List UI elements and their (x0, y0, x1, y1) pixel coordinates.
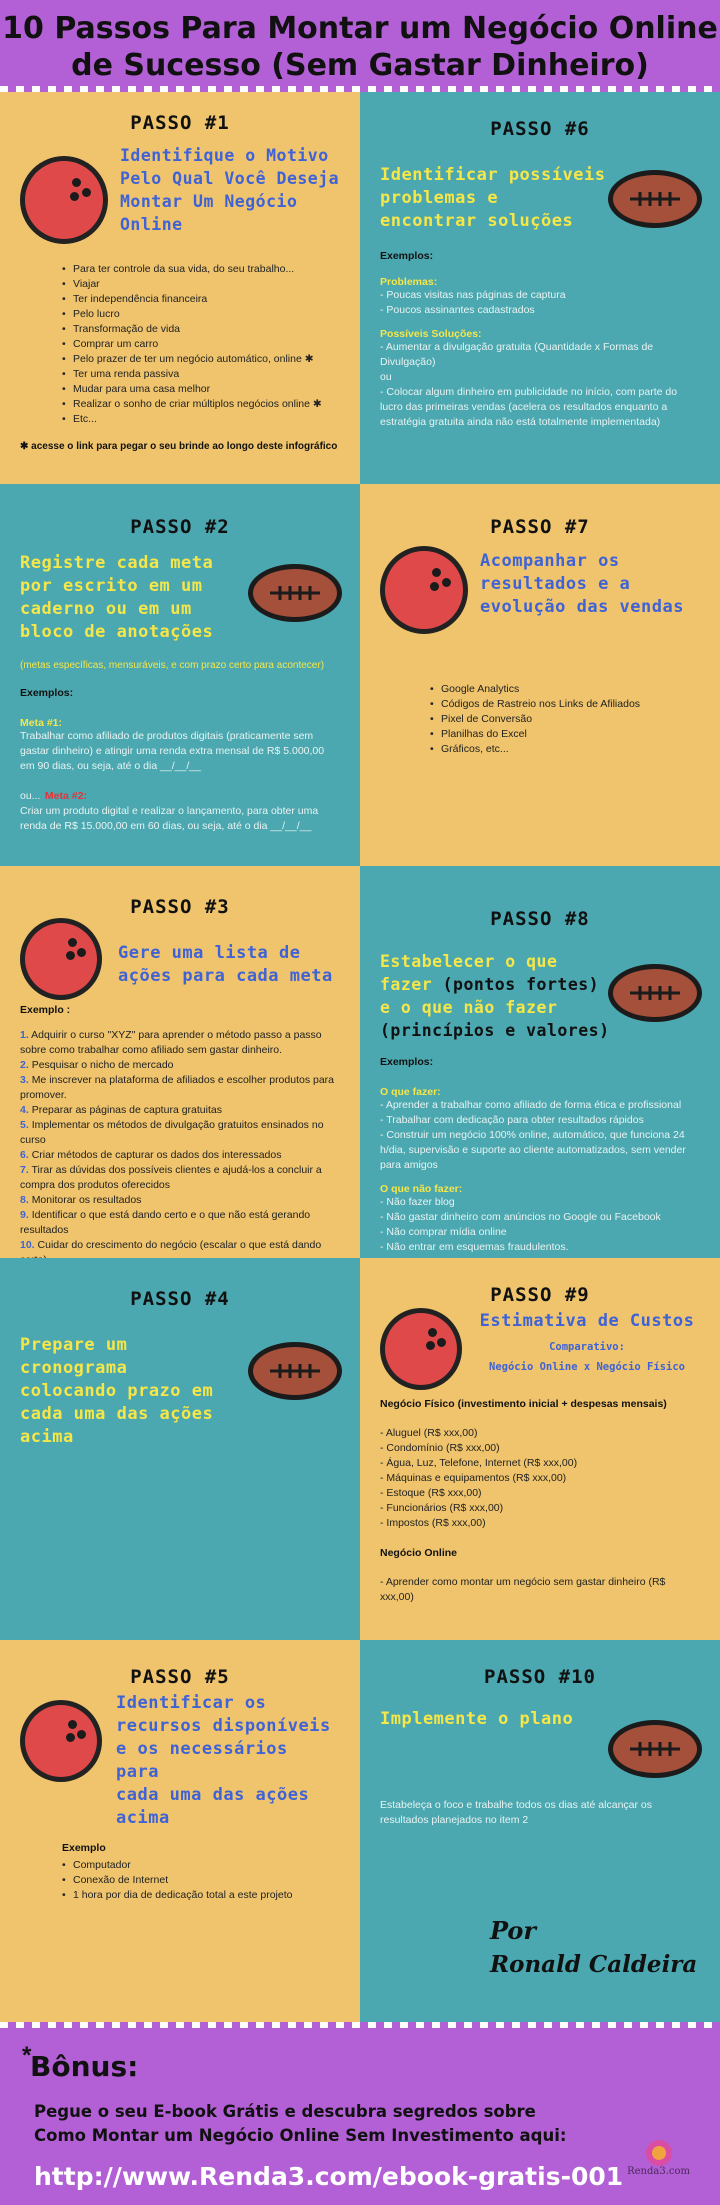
online-label: Negócio Online (380, 1547, 458, 1559)
passo-5-exemplo: Exemplo (62, 1842, 106, 1854)
passo-4-card (0, 1258, 360, 1640)
list-item: 1. Adquirir o curso "XYZ" para aprender o método passo a passo sobre como trabalhar como afiliado sem gastar dinheiro. (20, 1029, 322, 1056)
bowling-ball-icon (380, 546, 468, 634)
comparativo-text: Negócio Online x Negócio Físico (489, 1361, 685, 1373)
passo-6-exemplos: Exemplos: (380, 250, 434, 262)
fazer-item: - Aprender a trabalhar como afiliado de forma ética e profissional (380, 1099, 682, 1111)
list-item: • Pixel de Conversão (430, 712, 700, 727)
nao-fazer-label: O que não fazer: (380, 1183, 463, 1195)
bonus-star: * (22, 2042, 32, 2069)
list-item: • Ter uma renda passiva (62, 367, 340, 382)
passo-10-label: PASSO #10 (484, 1666, 596, 1688)
list-item: • Ter independência financeira (62, 292, 340, 307)
list-item: • Conexão de Internet (62, 1873, 340, 1888)
passo-9-title: Estimativa de Custos (479, 1311, 695, 1331)
list-item: • Pelo lucro (62, 307, 340, 322)
meta-2-label: Meta #2: (44, 790, 87, 802)
passo-7-list (430, 682, 700, 757)
football-icon (606, 1718, 704, 1780)
passo-6-solucoes-label: Possíveis Soluções: (380, 328, 482, 340)
passo-3-exemplo: Exemplo : (20, 1004, 71, 1016)
list-item: • Planilhas do Excel (430, 727, 700, 742)
fazer-label: O que fazer: (380, 1086, 441, 1098)
bowling-ball-icon (20, 1700, 102, 1782)
passo-4-label: PASSO #4 (130, 1288, 230, 1310)
list-item: 2. Pesquisar o nicho de mercado (20, 1059, 174, 1071)
title-line-2: de Sucesso (Sem Gastar Dinheiro) (71, 48, 649, 83)
passo-5-label: PASSO #5 (130, 1666, 230, 1688)
list-item: • Mudar para uma casa melhor (62, 382, 340, 397)
list-item: • Para ter controle da sua vida, do seu trabalho... (62, 262, 340, 277)
row-3 (0, 866, 720, 1258)
passo-5-title: Identificar os recursos disponíveis e os necessários para cada uma das ações acima (116, 1693, 331, 1828)
bonus-footer (0, 2022, 720, 2205)
solucao-item: - Colocar algum dinheiro em publicidade no início, com parte do lucro das primeiras vendas (acelera os resultados enquanto a estratégia gratuita ainda não está totalmente implementada) (380, 386, 678, 428)
renda3-logo (627, 2140, 690, 2177)
fisico-item: - Aluguel (R$ xxx,00) (380, 1427, 478, 1439)
list-item: 6. Criar métodos de capturar os dados dos interessados (20, 1149, 282, 1161)
passo-6-problemas-label: Problemas: (380, 276, 438, 288)
renda3-logo-icon (646, 2140, 672, 2166)
passo-3-card (0, 866, 360, 1258)
passo-3-label: PASSO #3 (130, 896, 230, 918)
list-item: • Comprar um carro (62, 337, 340, 352)
nao-fazer-item: - Não fazer blog (380, 1196, 455, 1208)
row-4 (0, 1258, 720, 1640)
list-item: • Pelo prazer de ter um negócio automático, online ✱ (62, 352, 340, 367)
solucao-item: ou (380, 371, 392, 383)
passo-7-card (360, 484, 720, 866)
nao-fazer-item: - Não comprar mídia online (380, 1226, 507, 1238)
fisico-item: - Estoque (R$ xxx,00) (380, 1487, 482, 1499)
signature-name: Ronald Caldeira (490, 1951, 698, 1978)
list-item: • 1 hora por dia de dedicação total a este projeto (62, 1888, 340, 1903)
bowling-ball-icon (380, 1308, 462, 1390)
passo-5-list (62, 1858, 340, 1903)
meta-1-text: Trabalhar como afiliado de produtos digitais (praticamente sem gastar dinheiro) e atingir uma renda extra mensal de R$ 5.000,00 em 90 dias, ou seja, até o dia __/__/__ (20, 730, 325, 772)
list-item: • Códigos de Rastreio nos Links de Afiliados (430, 697, 700, 712)
page-title (0, 10, 720, 84)
row-1 (0, 92, 720, 484)
nao-fazer-item: - Não entrar em esquemas fraudulentos. (380, 1241, 569, 1253)
football-icon (606, 168, 704, 230)
row-5 (0, 1640, 720, 2026)
passo-1-note: ✱ acesse o link para pegar o seu brinde ao longo deste infográfico (20, 441, 338, 452)
passo-4-title: Prepare um cronograma colocando prazo em cada uma das ações acima (20, 1335, 214, 1447)
football-icon (246, 562, 344, 624)
fisico-item: - Impostos (R$ xxx,00) (380, 1517, 486, 1529)
football-icon (246, 1340, 344, 1402)
list-item: 7. Tirar as dúvidas dos possíveis clientes e ajudá-los a concluir a compra dos produtos oferecidos (20, 1164, 322, 1191)
fisico-label: Negócio Físico (investimento inicial + despesas mensais) (380, 1398, 667, 1410)
fazer-item: - Trabalhar com dedicação para obter resultados rápidos (380, 1114, 644, 1126)
list-item: 9. Identificar o que está dando certo e o que não está gerando resultados (20, 1209, 311, 1236)
passo-8-exemplos: Exemplos: (380, 1056, 434, 1068)
list-item: 5. Implementar os métodos de divulgação gratuitos ensinados no curso (20, 1119, 324, 1146)
passo-8-label: PASSO #8 (490, 908, 590, 930)
problema-item: - Poucas visitas nas páginas de captura (380, 289, 566, 301)
meta-1-label: Meta #1: (20, 717, 63, 729)
row-2 (0, 484, 720, 866)
passo-2-label: PASSO #2 (130, 516, 230, 538)
online-item: - Aprender como montar um negócio sem gastar dinheiro (R$ xxx,00) (380, 1576, 666, 1603)
passo-1-card (0, 92, 360, 484)
passo-8-card (360, 866, 720, 1258)
bowling-ball-icon (20, 918, 102, 1000)
nao-fazer-item: - Não gastar dinheiro com anúncios no Google ou Facebook (380, 1211, 661, 1223)
passo-7-label: PASSO #7 (490, 516, 590, 538)
passo-5-card (0, 1640, 360, 2026)
passo-2-exemplos: Exemplos: (20, 687, 74, 699)
problema-item: - Poucos assinantes cadastrados (380, 304, 535, 316)
fisico-item: - Condomínio (R$ xxx,00) (380, 1442, 500, 1454)
list-item: • Computador (62, 1858, 340, 1873)
passo-10-text: Estabeleça o foco e trabalhe todos os dias até alcançar os resultados planejados no item 2 (380, 1799, 653, 1826)
passo-6-title: Identificar possíveis problemas e encontrar soluções (380, 165, 606, 231)
ebook-link[interactable]: http://www.Renda3.com/ebook-gratis-001 (34, 2162, 624, 2191)
passo-1-label: PASSO #1 (130, 112, 230, 134)
passo-3-title: Gere uma lista de ações para cada meta (118, 943, 333, 986)
passo-2-title: Registre cada meta por escrito em um caderno ou em um bloco de anotações (20, 553, 214, 642)
list-item: 3. Me inscrever na plataforma de afiliados e escolher produtos para promover. (20, 1074, 335, 1101)
passo-8-title: Estabelecer o que fazer (pontos fortes) e o que não fazer (princípios e valores) (380, 952, 610, 1040)
passo-6-label: PASSO #6 (490, 118, 590, 140)
bowling-ball-icon (20, 156, 108, 244)
passo-9-card (360, 1258, 720, 1640)
list-item: • Gráficos, etc... (430, 742, 700, 757)
list-item: • Realizar o sonho de criar múltiplos negócios online ✱ (62, 397, 340, 412)
bonus-heading: Bônus: (30, 2050, 139, 2083)
passo-6-card (360, 92, 720, 484)
passo-10-card (360, 1640, 720, 2026)
list-item: 10. Cuidar do crescimento do negócio (escalar o que está dando (20, 1239, 322, 1251)
passo-9-label: PASSO #9 (490, 1284, 590, 1306)
passo-3-list (20, 1028, 340, 1268)
meta-2-prefix: ou... (20, 790, 41, 802)
list-item: • Transformação de vida (62, 322, 340, 337)
list-item: 8. Monitorar os resultados (20, 1194, 142, 1206)
passo-1-list (62, 262, 340, 427)
solucao-item: - Aumentar a divulgação gratuita (Quantidade x Formas de Divulgação) (380, 341, 654, 368)
meta-2-text: Criar um produto digital e realizar o lançamento, para obter uma renda de R$ 15.000,00 em 60 dias, ou seja, até o dia __/__/__ (20, 805, 319, 832)
comparativo-label: Comparativo: (549, 1341, 625, 1353)
list-item: • Google Analytics (430, 682, 700, 697)
fisico-item: - Água, Luz, Telefone, Internet (R$ xxx,00) (380, 1457, 578, 1469)
bonus-line-2: Como Montar um Negócio Online Sem Investimento aqui: (34, 2126, 567, 2145)
list-item: • Viajar (62, 277, 340, 292)
fisico-item: - Máquinas e equipamentos (R$ xxx,00) (380, 1472, 567, 1484)
passo-10-title: Implemente o plano (380, 1709, 574, 1729)
passo-1-title: Identifique o Motivo Pelo Qual Você Deseja Montar Um Negócio Online (120, 146, 340, 234)
list-item: 4. Preparar as páginas de captura gratuitas (20, 1104, 222, 1116)
signature-por: Por (490, 1916, 537, 1945)
passo-2-subtitle: (metas específicas, mensuráveis, e com prazo certo para acontecer) (20, 660, 325, 671)
football-icon (606, 962, 704, 1024)
header (0, 0, 720, 92)
fisico-item: - Funcionários (R$ xxx,00) (380, 1502, 504, 1514)
passo-2-card (0, 484, 360, 866)
passo-7-title: Acompanhar os resultados e a evolução das vendas (480, 551, 684, 617)
list-item: • Etc... (62, 412, 340, 427)
title-line-1: 10 Passos Para Montar um Negócio Online (2, 11, 718, 46)
renda3-logo-text: Renda3.com (627, 2166, 690, 2177)
fazer-item: - Construir um negócio 100% online, automático, que funciona 24 h/dia, supervisão e suporte ao cliente automatizados, sem vender para amigos (380, 1129, 686, 1171)
bonus-line-1: Pegue o seu E-book Grátis e descubra segredos sobre (34, 2102, 536, 2121)
